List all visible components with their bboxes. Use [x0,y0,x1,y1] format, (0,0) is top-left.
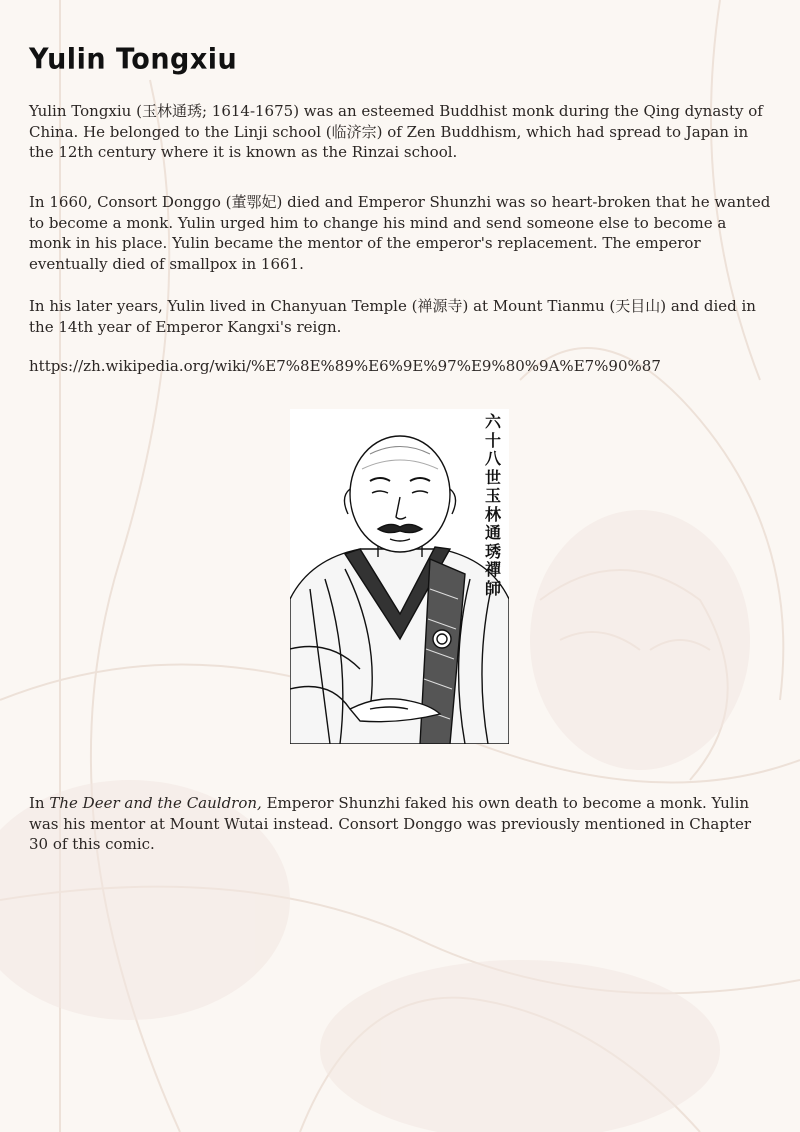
portrait-caption [483,413,503,598]
source-link[interactable]: https://zh.wikipedia.org/wiki/%E7%8E%89%E6%9E%97%E9%80%9A%E7%90%87 [29,357,661,375]
caption-char: 八 [484,449,501,468]
paragraph-later-years: In his later years, Yulin lived in Chanyuan Temple (禅源寺) at Mount Tianmu (天目山) and died in the 14th year of Emperor Kangxi's reign. [29,297,756,336]
caption-char: 六 [484,412,501,431]
monk-portrait-drawing [290,409,509,744]
caption-char: 禪 [484,560,501,579]
caption-char: 琇 [484,541,501,561]
caption-char: 師 [484,578,501,598]
paragraph-consort-donggo: In 1660, Consort Donggo (董鄂妃) died and Emperor Shunzhi was so heart-broken that he wanted to become a monk. Yulin urged him to change his mind and send someone else to become a monk in his place. Yulin became the mentor of the emperor's replacement. The emperor eventually died of smallpox in 1661. [29,193,771,273]
paragraph-intro: Yulin Tongxiu (玉林通琇; 1614-1675) was an esteemed Buddhist monk during the Qing dynasty of China. He belonged to the Linji school (临济宗) of Zen Buddhism, which had spread to Japan in the 12th century where it is known as the Rinzai school. [29,102,763,161]
caption-char: 林 [484,504,501,524]
caption-char: 通 [484,523,501,542]
caption-char: 玉 [484,486,501,505]
caption-char: 十 [484,430,501,450]
p5-rest: Emperor Shunzhi faked his own death to become a monk. Yulin was his mentor at Mount Wutai instead. Consort Donggo was previously mentioned in Chapter 30 of this comic. [29,794,752,853]
paragraph-deer-and-cauldron [29,793,771,855]
book-title: The Deer and the Cauldron, [49,794,262,812]
monk-portrait-illustration [290,409,509,744]
caption-char: 世 [484,467,501,487]
p5-prefix: In [29,794,50,812]
page-title: Yulin Tongxiu [29,43,238,76]
